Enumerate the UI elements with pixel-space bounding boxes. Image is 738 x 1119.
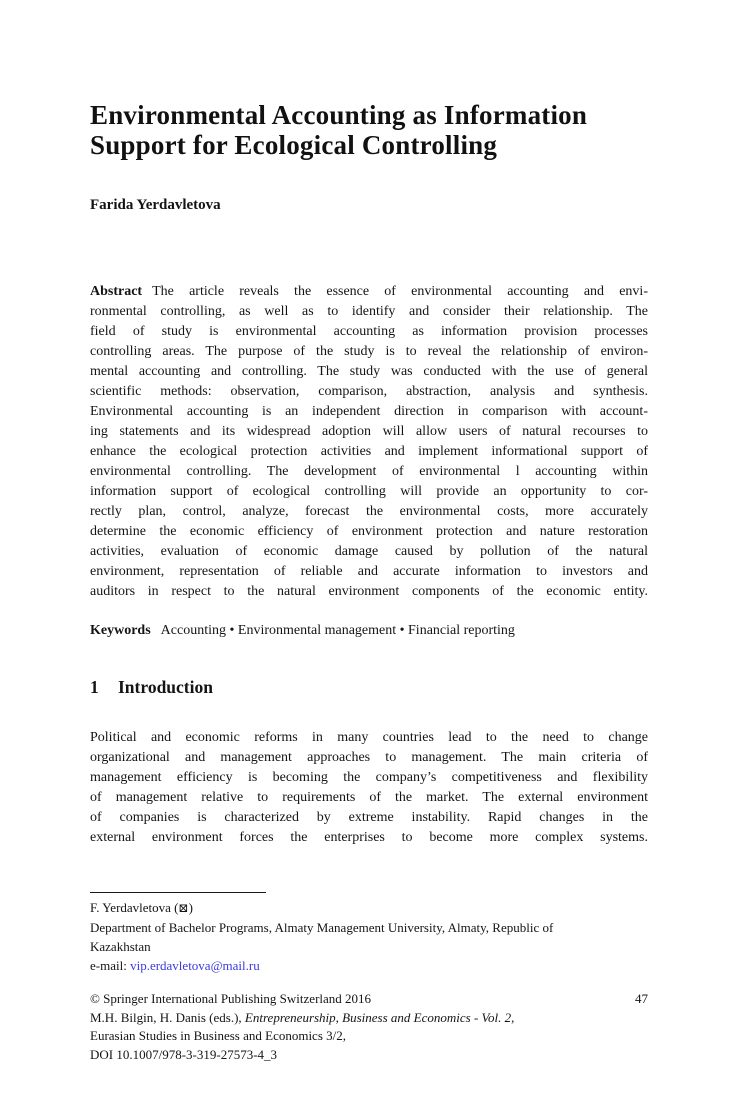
text-line: ronmental controlling, as well as to identify and consider their relationship. The [90,304,648,319]
abstract-lines [90,302,648,602]
abstract-first-line [90,282,648,302]
text-line: information support of ecological controlling will provide an opportunity to cor- [90,484,648,499]
text-line: enhance the ecological protection activities and implement informational support of [90,444,648,459]
publisher-block [90,990,648,1064]
abstract-label: Abstract [90,284,143,299]
text-line: of management relative to requirements of the market. The external environment [90,790,648,805]
section-number: 1 [90,677,99,697]
author-name: Farida Yerdavletova [90,197,221,213]
page-number: 47 [635,991,648,1006]
text-line: organizational and management approaches to management. The main criteria of [90,750,648,765]
text-line: Political and economic reforms in many countries lead to the need to change [90,730,648,745]
book-title: Entrepreneurship, Business and Economics - Vol. 2 [244,1009,512,1025]
series-line: Eurasian Studies in Business and Economics 3/2, [90,1028,347,1043]
intro-paragraph [90,728,648,848]
text-line: of companies is characterized by extreme instability. Rapid changes in the [90,810,648,825]
editors-text: M.H. Bilgin, H. Danis (eds.), [90,1009,245,1025]
intro-lines [90,728,648,848]
email-line [90,956,648,975]
text-line: controlling areas. The purpose of the study is to reveal the relationship of environ- [90,344,648,359]
text-line: management efficiency is becoming the company’s competitiveness and flexibility [90,770,648,785]
text-line: auditors in respect to the natural environment components of the economic entity. [90,584,648,599]
editors-suffix: , [511,1009,515,1025]
doi-line: DOI 10.1007/978-3-319-27573-4_3 [90,1046,278,1062]
keywords-text: Accounting • Environmental management • Financial reporting [160,623,515,638]
corresponding-author-suffix: ) [188,900,193,915]
footnote-divider [90,892,266,893]
corresponding-author-prefix: F. Yerdavletova ( [90,900,179,915]
text-line: ing statements and its widespread adoption will allow users of natural recourses to [90,424,648,439]
text-line: rectly plan, control, analyze, forecast the environmental costs, more accurately [90,504,648,519]
copyright-line [90,990,648,1009]
corresponding-author-line [90,898,648,918]
copyright-text: © Springer International Publishing Switzerland 2016 [90,991,372,1006]
keywords-line [90,621,648,641]
abstract-first-line-text: The article reveals the essence of environmental accounting and envi- [152,284,648,299]
email-link[interactable]: vip.erdavletova@mail.ru [130,958,260,973]
title-line-2: Support for Ecological Controlling [90,130,498,160]
affiliation-line-2: Kazakhstan [90,939,151,954]
affiliation-line-1: Department of Bachelor Programs, Almaty Management University, Almaty, Republic of [90,920,554,935]
text-line: determine the economic efficiency of environment protection and nature restoration [90,524,648,539]
envelope-icon: ⊠ [178,901,189,915]
text-line: mental accounting and controlling. The study was conducted with the use of general [90,364,648,379]
email-label: e-mail: [90,958,131,973]
title-line-1: Environmental Accounting as Information [90,100,588,130]
text-line: Environmental accounting is an independent direction in comparison with account- [90,404,648,419]
abstract-section [90,282,648,602]
text-line: external environment forces the enterprises to become more complex systems. [90,830,648,845]
section-heading [90,676,648,698]
footnote [90,892,648,975]
editors-line [90,1009,648,1028]
keywords-label: Keywords [90,623,151,638]
section-title: Introduction [118,677,213,697]
text-line: environment, representation of reliable and accurate information to investors and [90,564,648,579]
paper-title [90,100,648,160]
text-line: activities, evaluation of economic damage caused by pollution of the natural [90,544,648,559]
text-line: field of study is environmental accounting as information provision processes [90,324,648,339]
text-line: scientific methods: observation, comparison, abstraction, analysis and synthesis. [90,384,648,399]
text-line: environmental controlling. The development of environmental l accounting within [90,464,648,479]
